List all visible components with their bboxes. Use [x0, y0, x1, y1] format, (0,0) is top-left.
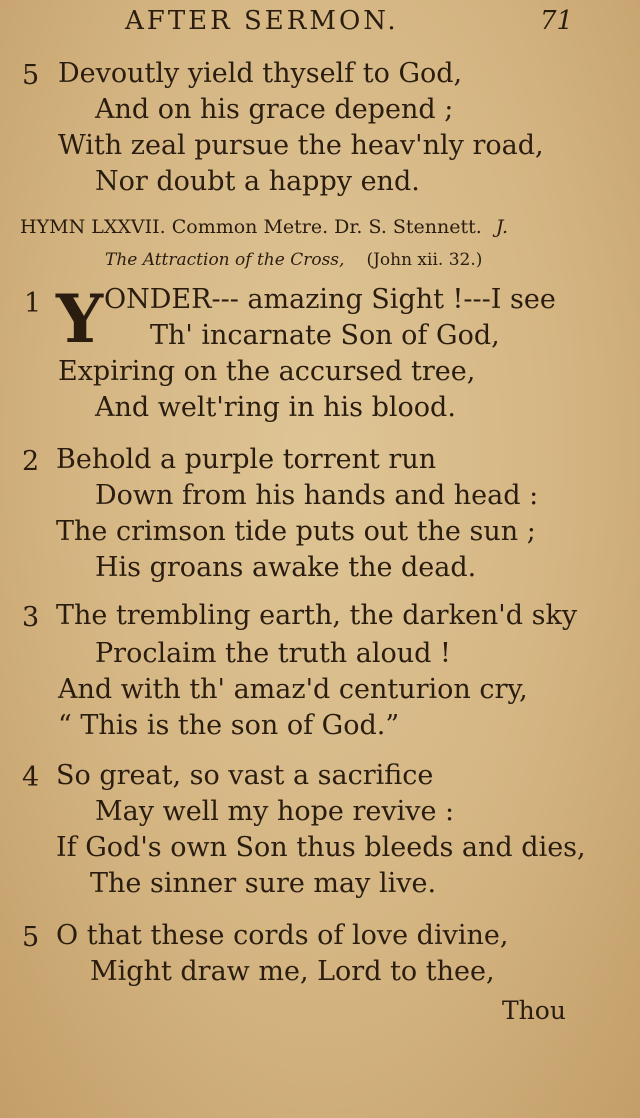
hymn-subtitle: [105, 250, 482, 270]
verse-line: And on his grace depend ;: [95, 94, 454, 125]
verse-line: May well my hope revive :: [95, 796, 455, 827]
running-head: AFTER SERMON.: [125, 6, 399, 36]
verse-line: The crimson tide puts out the sun ;: [56, 516, 536, 547]
verse-line: His groans awake the dead.: [95, 552, 477, 583]
hymn-tag: J.: [495, 216, 509, 238]
hymn-title-text: HYMN LXXVII. Common Metre. Dr. S. Stennett.: [20, 216, 482, 238]
verse-line: Behold a purple torrent run: [56, 444, 437, 475]
verse-line: The trembling earth, the darken'd sky: [56, 600, 578, 631]
verse-line: With zeal pursue the heav'nly road,: [58, 130, 544, 161]
verse-line: Th' incarnate Son of God,: [150, 320, 500, 351]
verse-line: If God's own Son thus bleeds and dies,: [56, 832, 586, 863]
verse-line: And welt'ring in his blood.: [95, 392, 456, 423]
verse-line: ONDER--- amazing Sight !---I see: [104, 284, 556, 315]
stanza-number: 4: [22, 762, 40, 793]
verse-line: Expiring on the accursed tree,: [58, 356, 476, 387]
stanza-number: 3: [22, 602, 40, 633]
verse-line: “ This is the son of God.”: [58, 710, 400, 741]
drop-cap: Y: [56, 280, 104, 358]
page-number: 71: [540, 6, 574, 36]
hymn-title: [20, 216, 508, 238]
verse-line: Might draw me, Lord to thee,: [90, 956, 495, 987]
verse-line: So great, so vast a sacrifice: [56, 760, 434, 791]
prev-stanza-number: 5: [22, 60, 40, 91]
verse-line: And with th' amaz'd centurion cry,: [58, 674, 528, 705]
verse-line: Devoutly yield thyself to God,: [58, 58, 463, 89]
verse-line: Nor doubt a happy end.: [95, 166, 420, 197]
verse-line: O that these cords of love divine,: [56, 920, 509, 951]
hymn-subtitle-text: The Attraction of the Cross,: [105, 250, 345, 270]
verse-line: The sinner sure may live.: [90, 868, 437, 899]
page-header: [0, 6, 640, 46]
stanza-number: 5: [22, 922, 40, 953]
scripture-reference: (John xii. 32.): [366, 250, 483, 270]
verse-line: Proclaim the truth aloud !: [95, 638, 451, 669]
catchword: Thou: [502, 996, 566, 1025]
verse-line: Down from his hands and head :: [95, 480, 539, 511]
stanza-number: 1: [24, 288, 42, 319]
stanza-number: 2: [22, 446, 40, 477]
